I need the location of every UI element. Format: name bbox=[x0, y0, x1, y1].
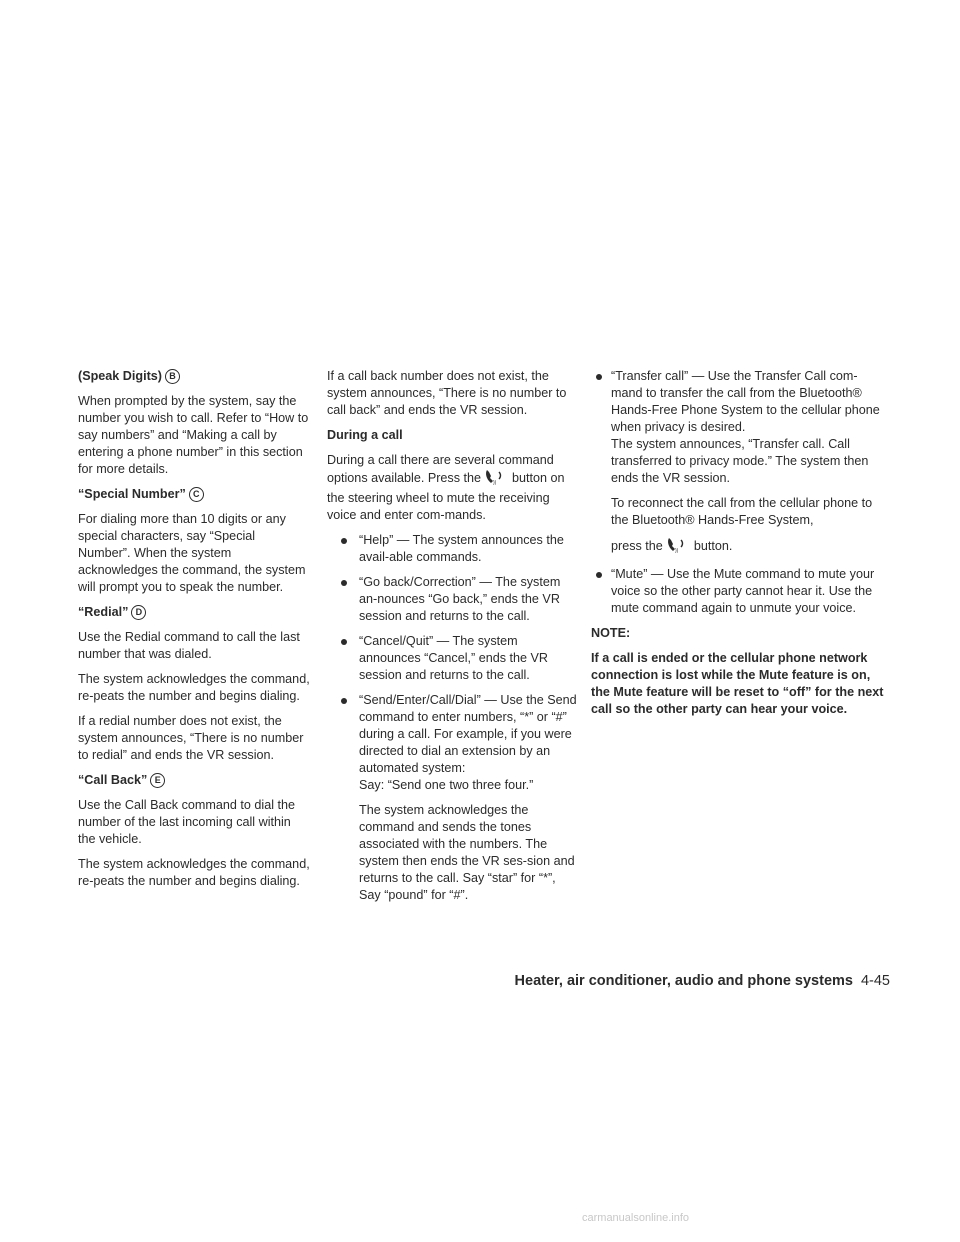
bullet-icon bbox=[341, 698, 347, 704]
heading-redial: “Redial” D bbox=[78, 604, 310, 621]
paragraph: When prompted by the system, say the number you wish to call. Refer to “How to say numbers” and “Making a call by entering a phone number” in this section for more details. bbox=[78, 394, 309, 476]
command-list bbox=[591, 368, 889, 617]
paragraph: The system announces, “Transfer call. Call transferred to privacy mode.” The system then ends the VR session. bbox=[611, 437, 869, 485]
heading-special-number: “Special Number” C bbox=[78, 486, 310, 503]
paragraph: For dialing more than 10 digits or any special characters, say “Special Number”. When the system acknowledges the command, the system will prompt you to speak the number. bbox=[78, 512, 306, 594]
note-title: NOTE: bbox=[591, 626, 631, 640]
svg-text:)): )) bbox=[674, 548, 679, 553]
paragraph: To reconnect the call from the cellular phone to the Bluetooth® Hands-Free System, bbox=[611, 496, 873, 527]
callout-badge-c: C bbox=[189, 487, 204, 502]
paragraph: Use the Call Back command to dial the number of the last incoming call within the vehicle. bbox=[78, 798, 295, 846]
paragraph: Use the Redial command to call the last number that was dialed. bbox=[78, 630, 300, 661]
list-item: “Help” — The system announces the avail-able commands. bbox=[327, 532, 577, 566]
callout-badge-e: E bbox=[150, 773, 165, 788]
paragraph: The system acknowledges the command and sends the tones associated with the numbers. The system then ends the VR ses-sion and returns to the call. Say “star” for “*”, Say “pound” for “#”. bbox=[359, 803, 575, 902]
paragraph: The system acknowledges the command, re-peats the number and begins dialing. bbox=[78, 672, 310, 703]
bullet-icon bbox=[596, 572, 602, 578]
list-item: “Go back/Correction” — The system an-nounces “Go back,” ends the VR session and returns to the call. bbox=[327, 574, 577, 625]
heading-call-back: “Call Back” E bbox=[78, 772, 310, 789]
list-item: “Send/Enter/Call/Dial” — Use the Send command to enter numbers, “*” or “#” during a call. For example, if you were directed to dial an extension by an automated system: Say: “Send one two three four.” The system acknowledges the command and sends the tones associated with the numbers. The system then ends the VR ses-sion and returns to the call. Say “star” for “*”, Say “pound” for “#”. bbox=[327, 692, 577, 904]
note-body: If a call is ended or the cellular phone network connection is lost while the Mute feature is on, the Mute feature will be reset to “off” for the next call so the other party can hear your voice. bbox=[591, 651, 884, 716]
phone-talk-icon bbox=[666, 537, 688, 558]
heading-during-a-call: During a call bbox=[327, 428, 403, 442]
svg-text:)): )) bbox=[493, 480, 497, 485]
watermark: carmanualsonline.info bbox=[582, 1212, 690, 1224]
list-item: “Cancel/Quit” — The system announces “Cancel,” ends the VR session and returns to the call. bbox=[327, 633, 577, 684]
paragraph: If a call back number does not exist, the system announces, “There is no number to call back” and ends the VR session. bbox=[327, 369, 567, 417]
column-1 bbox=[78, 368, 310, 898]
callout-badge-b: B bbox=[165, 369, 180, 384]
bullet-icon bbox=[341, 639, 347, 645]
heading-speak-digits: (Speak Digits) B bbox=[78, 368, 310, 385]
column-3 bbox=[591, 368, 889, 726]
list-item: “Transfer call” — Use the Transfer Call com-mand to transfer the call from the Bluetooth® Hands-Free Phone System to the cellular phone when privacy is desired. The system announces, “Transfer call. Call transferred to privacy mode.” The system then ends the VR session. To reconnect the call from the cellular phone to the Bluetooth® Hands-Free System, press the )) button. bbox=[591, 368, 889, 558]
paragraph: press the )) button. bbox=[611, 537, 889, 558]
phone-talk-icon bbox=[484, 469, 506, 490]
paragraph: The system acknowledges the command, re-peats the number and begins dialing. bbox=[78, 857, 310, 888]
paragraph: Say: “Send one two three four.” bbox=[359, 778, 534, 792]
callout-badge-d: D bbox=[131, 605, 146, 620]
list-item: “Mute” — Use the Mute command to mute your voice so the other party cannot hear it. Use the mute command again to unmute your voice. bbox=[591, 566, 889, 617]
page-number: 4-45 bbox=[860, 973, 890, 989]
paragraph: During a call there are several command options available. Press the )) button on the steering wheel to mute the receiving voice and enter com-mands. bbox=[327, 453, 565, 522]
bullet-icon bbox=[341, 538, 347, 544]
bullet-icon bbox=[596, 374, 602, 380]
footer-section-title: Heater, air conditioner, audio and phone systems bbox=[514, 973, 853, 989]
paragraph: If a redial number does not exist, the system announces, “There is no number to redial” and ends the VR session. bbox=[78, 714, 304, 762]
bullet-icon bbox=[341, 580, 347, 586]
column-2 bbox=[327, 368, 577, 912]
command-list bbox=[327, 532, 577, 904]
page-footer bbox=[508, 973, 890, 989]
